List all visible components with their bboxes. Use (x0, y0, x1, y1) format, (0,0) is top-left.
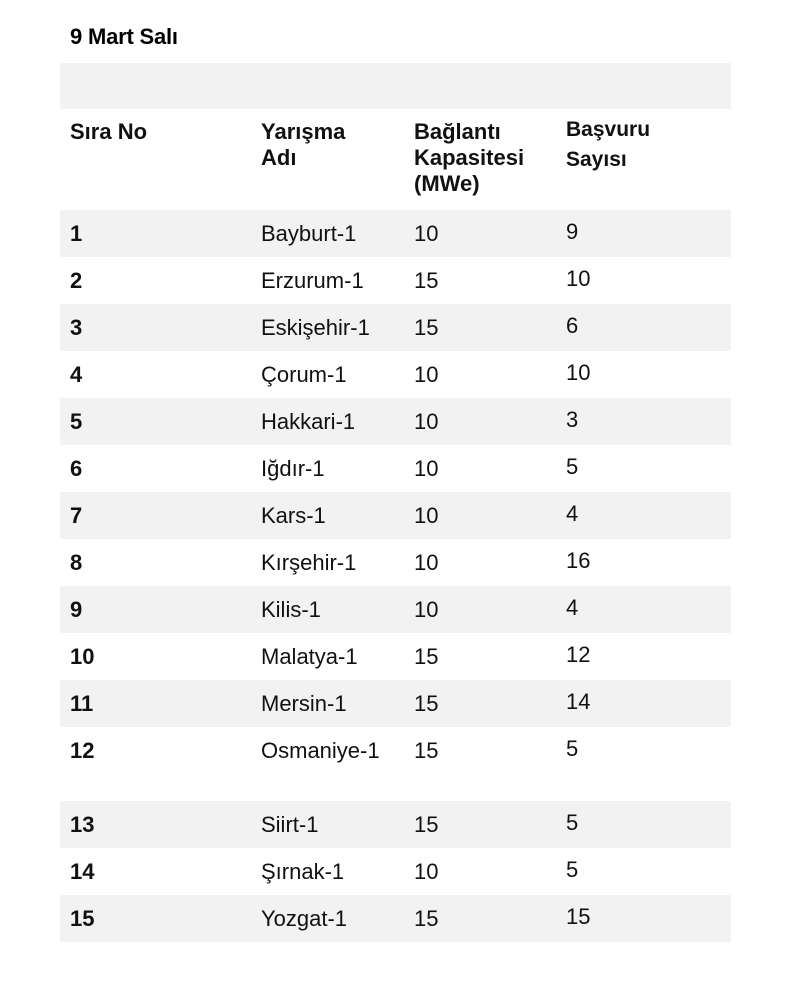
row-no: 1 (70, 221, 83, 246)
row-capacity: 15 (414, 315, 439, 340)
row-applications: 5 (566, 857, 579, 882)
row-no: 15 (70, 906, 95, 931)
row-applications: 5 (566, 454, 579, 479)
header-yarisma-adi: Yarışma Adı (261, 119, 346, 170)
row-capacity: 10 (414, 362, 439, 387)
row-capacity: 10 (414, 221, 439, 246)
row-no: 9 (70, 597, 83, 622)
row-capacity: 10 (414, 550, 439, 575)
row-no: 2 (70, 268, 83, 293)
row-capacity: 15 (414, 268, 439, 293)
row-no: 13 (70, 812, 95, 837)
row-no: 12 (70, 738, 95, 763)
table-row (60, 304, 731, 351)
row-no: 14 (70, 859, 95, 884)
row-applications: 4 (566, 501, 579, 526)
row-applications: 6 (566, 313, 579, 338)
row-no: 11 (70, 691, 94, 716)
table-row (60, 727, 731, 801)
row-capacity: 15 (414, 691, 439, 716)
row-capacity: 15 (414, 644, 439, 669)
table-row (60, 539, 731, 586)
table-row (60, 848, 731, 895)
row-name: Yozgat-1 (261, 906, 348, 931)
row-name: Siirt-1 (261, 812, 319, 837)
table-row (60, 257, 731, 304)
row-no: 8 (70, 550, 83, 575)
table-row (60, 586, 731, 633)
table-spacer-row (60, 63, 731, 109)
row-capacity: 15 (414, 738, 439, 763)
row-applications: 4 (566, 595, 579, 620)
row-applications: 10 (566, 360, 591, 385)
row-name: Çorum-1 (261, 362, 347, 387)
header-basvuru-sayisi: Başvuru Sayısı (566, 118, 651, 171)
table-row (60, 895, 731, 942)
row-name: Kars-1 (261, 503, 326, 528)
row-name: Kırşehir-1 (261, 550, 357, 575)
competition-table (60, 63, 731, 942)
row-name: Eskişehir-1 (261, 315, 370, 340)
row-name: Mersin-1 (261, 691, 347, 716)
row-name: Erzurum-1 (261, 268, 364, 293)
row-name: Kilis-1 (261, 597, 321, 622)
row-applications: 9 (566, 219, 579, 244)
row-name: Iğdır-1 (261, 456, 325, 481)
row-name: Bayburt-1 (261, 221, 357, 246)
row-name: Malatya-1 (261, 644, 358, 669)
table-body (60, 210, 731, 942)
header-sira-no: Sıra No (70, 119, 148, 144)
table-row (60, 680, 731, 727)
row-applications: 5 (566, 736, 579, 761)
row-no: 4 (70, 362, 83, 387)
table-row (60, 210, 731, 257)
row-no: 7 (70, 503, 83, 528)
table-row (60, 633, 731, 680)
table-row (60, 492, 731, 539)
page-title: 9 Mart Salı (70, 24, 178, 49)
row-capacity: 10 (414, 409, 439, 434)
row-applications: 3 (566, 407, 579, 432)
row-applications: 14 (566, 689, 591, 714)
row-capacity: 10 (414, 503, 439, 528)
row-no: 3 (70, 315, 83, 340)
row-capacity: 15 (414, 906, 439, 931)
header-baglanti-kapasitesi: Bağlantı Kapasitesi (MWe) (414, 119, 525, 196)
row-capacity: 15 (414, 812, 439, 837)
row-name: Şırnak-1 (261, 859, 345, 884)
row-applications: 5 (566, 810, 579, 835)
table-row (60, 398, 731, 445)
row-applications: 10 (566, 266, 591, 291)
row-applications: 12 (566, 642, 591, 667)
row-no: 6 (70, 456, 83, 481)
table-row (60, 445, 731, 492)
row-no: 5 (70, 409, 83, 434)
row-no: 10 (70, 644, 95, 669)
table-header-row (60, 109, 731, 210)
row-capacity: 10 (414, 456, 439, 481)
table-row (60, 801, 731, 848)
row-name: Hakkari-1 (261, 409, 356, 434)
row-name: Osmaniye-1 (261, 738, 380, 763)
table-row (60, 351, 731, 398)
row-applications: 16 (566, 548, 591, 573)
row-applications: 15 (566, 904, 591, 929)
row-capacity: 10 (414, 859, 439, 884)
row-capacity: 10 (414, 597, 439, 622)
